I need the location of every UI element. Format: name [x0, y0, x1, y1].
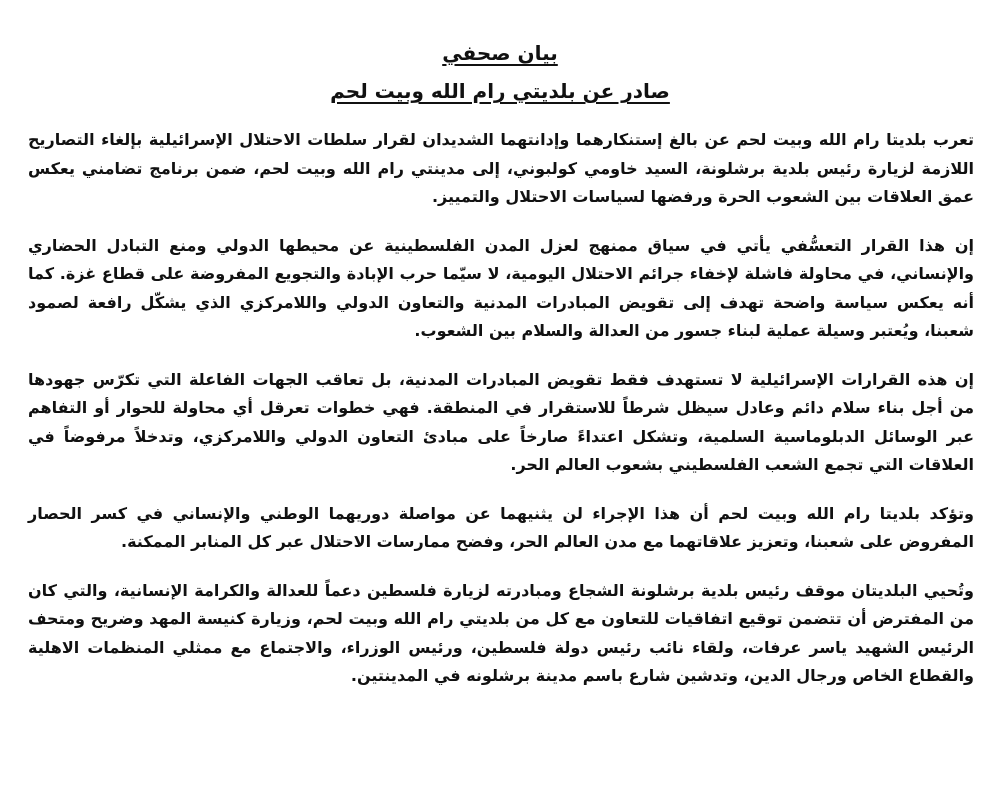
paragraph-5: وتُحيي البلديتان موقف رئيس بلدية برشلونة الشجاع ومبادرته لزيارة فلسطين دعماً للعدالة والكرامة الإنسانية، والتي كان من المفترض أن تتضمن توقيع اتفاقيات للتعاون مع كل من بلديتي رام الله وبيت لحم، وزيارة كنيسة المهد وضريح ومتحف الرئيس الشهيد ياسر عرفات، ولقاء نائب رئيس دولة فلسطين، ورئيس الوزراء، والاجتماع مع ممثلي المنظمات الاهلية والقطاع الخاص ورجال الدين، وتدشين شارع باسم مدينة برشلونه في المدينتين. [28, 580, 974, 685]
document-body [28, 126, 974, 711]
document-subtitle: صادر عن بلديتي رام الله وبيت لحم [330, 79, 670, 103]
paragraph-2: إن هذا القرار التعسُّفي يأتي في سياق ممنهج لعزل المدن الفلسطينية عن محيطها الدولي ومنع التبادل الحضاري والإنساني، في محاولة فاشلة لإخفاء جرائم الاحتلال اليومية، لا سيّما حرب الإبادة والتجويع المفروضة على قطاع غزة. كما أنه يعكس سياسة واضحة تهدف إلى تقويض المبادرات المدنية والتعاون الدولي واللامركزي الذي يشكّل رافعة لصمود شعبنا، ويُعتبر وسيلة عملية لبناء جسور من العدالة والسلام بين الشعوب. [28, 235, 974, 340]
paragraph-3: إن هذه القرارات الإسرائيلية لا تستهدف فقط تقويض المبادرات المدنية، بل تعاقب الجهات الفاعلة التي تكرّس جهودها من أجل بناء سلام دائم وعادل سيظل شرطاً للاستقرار في المنطقة. فهي خطوات تعرقل أي محاولة للحوار أو التفاهم عبر الوسائل الدبلوماسية السلمية، وتشكل اعتداءً صارخاً على مبادئ التعاون الدولي واللامركزي، وتدخلاً مرفوضاً في العلاقات التي تجمع الشعب الفلسطيني بشعوب العالم الحر. [28, 369, 974, 474]
paragraph-4: وتؤكد بلديتا رام الله وبيت لحم أن هذا الإجراء لن يثنيهما عن مواصلة دوريهما الوطني والإنساني في كسر الحصار المفروض على شعبنا، وتعزيز علاقاتهما مع مدن العالم الحر، وفضح ممارسات الاحتلال عبر كل المنابر الممكنة. [28, 503, 974, 551]
paragraph-1: تعرب بلديتا رام الله وبيت لحم عن بالغ إستنكارهما وإدانتهما الشديدان لقرار سلطات الاحتلال الإسرائيلية بإلغاء التصاريح اللازمة لزيارة رئيس بلدية برشلونة، السيد خاومي كولبوني، إلى مدينتي رام الله وبيت لحم، ضمن برنامج تضامني يعكس عمق العلاقات بين الشعوب الحرة ورفضها لسياسات الاحتلال والتمييز. [28, 130, 974, 206]
document-title: بيان صحفي [442, 41, 558, 65]
document-header [0, 34, 1000, 110]
